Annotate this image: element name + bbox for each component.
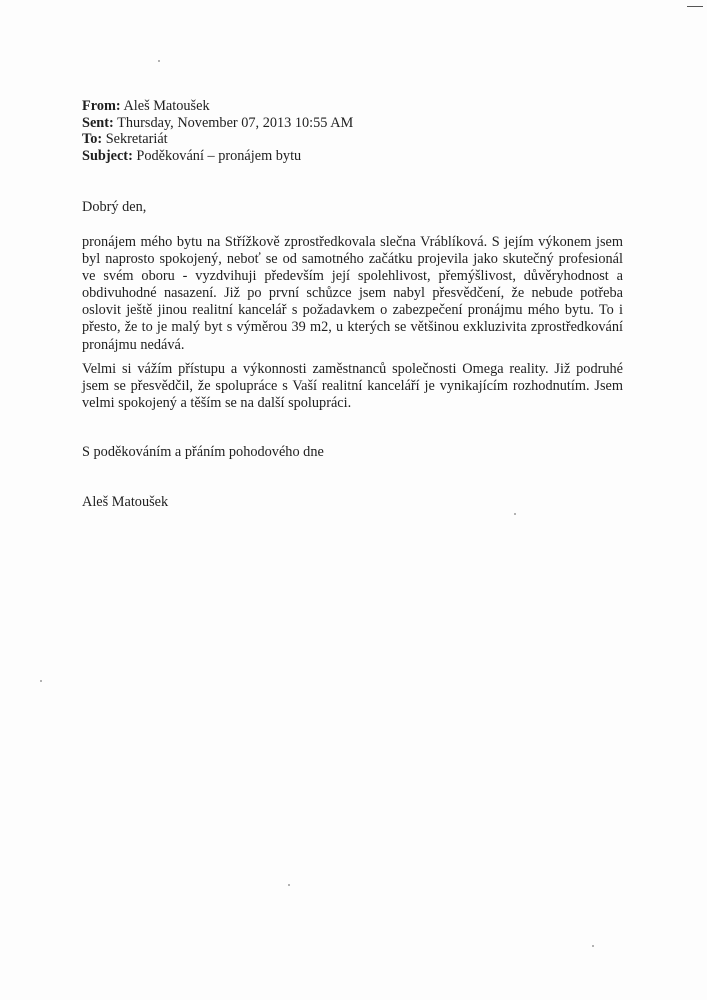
scan-speck: [158, 60, 160, 62]
email-header: [82, 98, 642, 164]
scan-speck: [40, 680, 42, 682]
scan-speck: [288, 884, 290, 886]
body-paragraph-2: Velmi si vážím přístupu a výkonnosti zaměstnanců společnosti Omega reality. Již podruhé jsem se přesvědčil, že spolupráce s Vaší realitní kanceláří je vynikajícím rozhodnutím. Jsem velmi spokojený a těším se na další spolupráci.: [82, 361, 623, 412]
sent-value: Thursday, November 07, 2013 10:55 AM: [117, 114, 354, 131]
closing-line: S poděkováním a přáním pohodového dne: [82, 444, 324, 460]
greeting: Dobrý den,: [82, 199, 147, 215]
from-row: [82, 98, 642, 115]
to-value: Sekretariát: [105, 131, 168, 147]
subject-row: [82, 148, 642, 165]
from-value: Aleš Matoušek: [123, 98, 210, 114]
to-row: [82, 131, 642, 148]
from-label: From:: [82, 98, 121, 114]
sent-label: Sent:: [82, 114, 114, 131]
subject-label: Subject:: [82, 147, 133, 164]
signature-name: Aleš Matoušek: [82, 494, 169, 510]
scan-edge-mark: [687, 6, 703, 7]
body-paragraph-1: pronájem mého bytu na Střížkově zprostředkovala slečna Vráblíková. S jejím výkonem jsem byl naprosto spokojený, neboť se od samotného začátku projevila jako skutečný profesionál ve svém oboru - vyzdvihuji především její spolehlivost, přemýšlivost, důvěryhodnost a obdivuhodné nasazení. Již po první schůzce jsem nabyl přesvědčení, že nebude potřeba oslovit ještě jinou realitní kancelář s požadavkem o zabezpečení pronájmu mého bytu. To i přesto, že to je malý byt s výměrou 39 m2, u kterých se většinou exkluzivita zprostředkování pronájmu nedává.: [82, 234, 623, 353]
to-label: To:: [82, 131, 103, 147]
scan-speck: [592, 945, 594, 947]
scan-speck: [514, 513, 516, 515]
sent-row: [82, 115, 642, 132]
subject-value: Poděkování – pronájem bytu: [136, 147, 302, 164]
